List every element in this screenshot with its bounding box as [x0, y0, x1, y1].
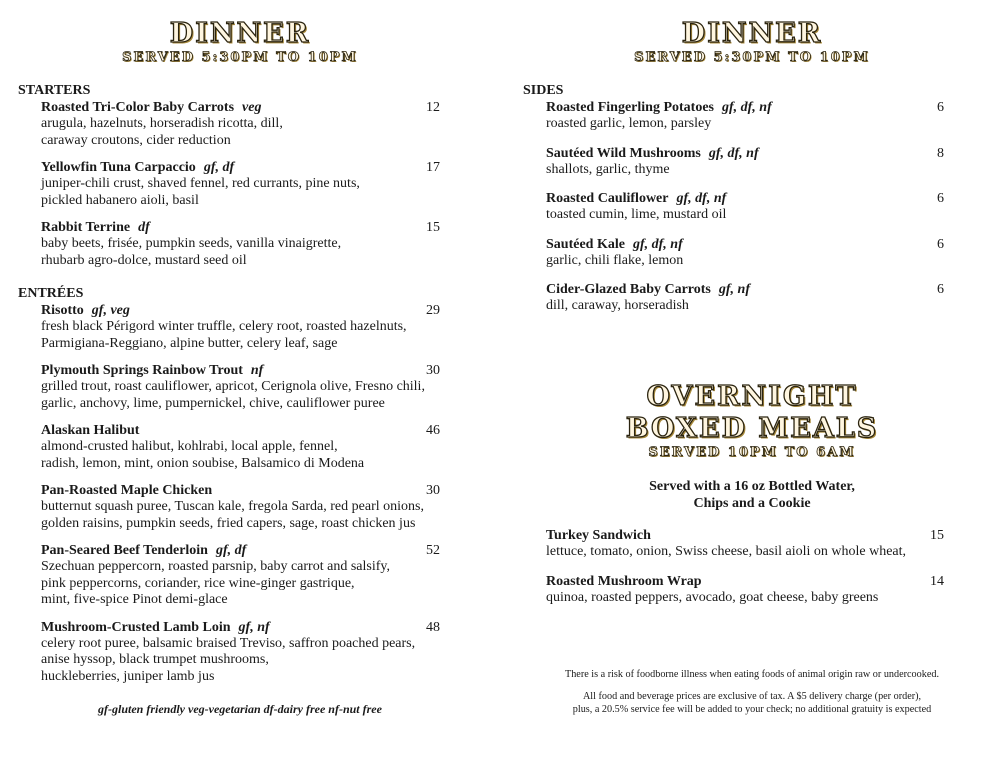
menu-item-dietary-tags: gf, df — [215, 543, 247, 558]
menu-item-header — [546, 99, 944, 116]
menu-item-title — [41, 619, 270, 636]
menu-item — [41, 219, 440, 269]
menu-item — [546, 145, 944, 179]
menu-item-name: Roasted Cauliflower — [546, 191, 669, 206]
overnight-served-note: Served with a 16 oz Bottled Water, Chips and a Cookie — [649, 479, 855, 511]
menu-item-price: 46 — [426, 423, 440, 438]
menu-item — [546, 99, 944, 133]
entrees-section — [18, 285, 440, 685]
menu-item-price: 29 — [426, 303, 440, 318]
menu-item-description: garlic, chili flake, lemon — [546, 252, 684, 268]
dinner-hours-right: SERVED 5:30PM TO 10PM — [634, 50, 870, 65]
menu-item — [546, 236, 944, 270]
overnight-title-line1: OVERNIGHT — [646, 381, 858, 412]
menu-item-title — [41, 482, 212, 499]
menu-item-description: Szechuan peppercorn, roasted parsnip, baby carrot and salsify, pink peppercorns, coriander, rice wine-ginger gastrique, mint, five-spice Pinot demi-glace — [41, 559, 390, 607]
menu-item-dietary-tags: gf, df, nf — [721, 100, 772, 115]
menu-item-dietary-tags: gf, nf — [718, 282, 750, 297]
menu-item-title — [41, 219, 150, 236]
menu-item-header — [41, 362, 440, 379]
menu-item-header — [41, 482, 440, 499]
overnight-hours: SERVED 10PM TO 6AM — [648, 445, 856, 460]
dinner-title-left: DINNER — [169, 18, 311, 49]
dinner-title-right: DINNER — [681, 18, 823, 49]
menu-item-price: 6 — [937, 100, 944, 115]
menu-item-name: Sautéed Wild Mushrooms — [546, 145, 701, 161]
dinner-hours-left: SERVED 5:30PM TO 10PM — [122, 50, 358, 65]
menu-item-title — [546, 145, 759, 162]
entrees-label: ENTRÉES — [18, 286, 84, 301]
menu-item-dietary-tags: veg — [242, 100, 262, 115]
menu-item-header — [41, 99, 440, 116]
menu-item-description: arugula, hazelnuts, horseradish ricotta, dill, caraway croutons, cider reduction — [41, 116, 283, 148]
menu-item-header — [546, 236, 944, 253]
starters-section — [18, 82, 440, 269]
menu-item — [41, 422, 440, 472]
menu-item — [546, 281, 944, 315]
menu-item-description: toasted cumin, lime, mustard oil — [546, 207, 727, 222]
menu-item-description: dill, caraway, horseradish — [546, 298, 689, 313]
menu-item-dietary-tags: gf, veg — [91, 303, 130, 318]
menu-item-price: 15 — [930, 528, 944, 543]
menu-item-price: 6 — [937, 236, 944, 252]
dietary-legend: gf-gluten friendly veg-vegetarian df-dairy free nf-nut free — [98, 702, 382, 716]
menu-item-price: 52 — [426, 543, 440, 558]
menu-item-header — [546, 190, 944, 207]
starters-label: STARTERS — [18, 83, 91, 98]
menu-item-header — [546, 573, 944, 590]
menu-item-title — [41, 302, 130, 319]
menu-item-title — [41, 99, 261, 116]
menu-item-dietary-tags: gf, df — [203, 160, 235, 175]
menu-item-description: roasted garlic, lemon, parsley — [546, 116, 712, 131]
menu-item-description: lettuce, tomato, onion, Swiss cheese, basil aioli on whole wheat, — [546, 544, 907, 559]
menu-item — [41, 99, 440, 149]
menu-item-name: Pan-Roasted Maple Chicken — [41, 483, 213, 498]
menu-item-price: 30 — [426, 483, 440, 498]
menu-item-name: Cider-Glazed Baby Carrots — [546, 282, 711, 297]
menu-item-header — [546, 281, 944, 298]
menu-item-description: juniper-chili crust, shaved fennel, red currants, pine nuts, pickled habanero aioli, basil — [41, 176, 360, 208]
menu-item-price: 17 — [426, 160, 440, 175]
menu-item-price: 6 — [937, 282, 944, 297]
menu-item-header — [41, 542, 440, 559]
menu-item-title — [41, 542, 246, 559]
overnight-title-line2: BOXED MEALS — [625, 413, 879, 444]
menu-item-price: 8 — [937, 145, 944, 161]
menu-item — [546, 573, 944, 607]
menu-item-name: Mushroom-Crusted Lamb Loin — [41, 619, 231, 635]
menu-item-name: Rabbit Terrine — [41, 220, 131, 235]
menu-item-header — [41, 219, 440, 236]
menu-item-title — [546, 190, 726, 207]
menu-item — [546, 190, 944, 224]
menu-item-header — [41, 422, 440, 439]
menu-item-dietary-tags: gf, df, nf — [708, 145, 759, 161]
menu-item-dietary-tags: gf, df, nf — [676, 191, 727, 206]
menu-item-name: Turkey Sandwich — [546, 528, 651, 543]
menu-item-description: shallots, garlic, thyme — [546, 161, 670, 177]
menu-item-description: grilled trout, roast cauliflower, apricot, Cerignola olive, Fresno chili, garlic, anchovy, lime, pumpernickel, chive, cauliflower puree — [41, 379, 425, 411]
menu-item-description: quinoa, roasted peppers, avocado, goat cheese, baby greens — [546, 589, 879, 605]
menu-item-price: 15 — [426, 220, 440, 235]
menu-item-price: 30 — [426, 363, 440, 378]
menu-item-description: butternut squash puree, Tuscan kale, fregola Sarda, red pearl onions, golden raisins, pumpkin seeds, fried capers, sage, roast chicken jus — [41, 499, 424, 531]
sides-label: SIDES — [523, 83, 564, 98]
menu-item-name: Plymouth Springs Rainbow Trout — [41, 363, 243, 378]
menu-item-title — [41, 362, 263, 379]
pricing-disclaimer: All food and beverage prices are exclusive of tax. A $5 delivery charge (per order), plus, a 20.5% service fee will be added to your check; no additional gratuity is expected — [572, 691, 932, 715]
menu-item — [41, 542, 440, 609]
overnight-section — [523, 527, 944, 606]
menu-item-name: Yellowfin Tuna Carpaccio — [41, 160, 196, 175]
menu-item-description: almond-crusted halibut, kohlrabi, local apple, fennel, radish, lemon, mint, onion soubise, Balsamico di Modena — [41, 439, 365, 471]
menu-item-title — [546, 99, 772, 116]
menu-item-title — [546, 573, 702, 590]
menu-item — [41, 619, 440, 686]
menu-item — [41, 362, 440, 412]
menu-item-dietary-tags: gf, nf — [238, 619, 270, 635]
menu-item-title — [546, 281, 750, 298]
menu-item-price: 14 — [930, 573, 944, 589]
menu-item-header — [41, 619, 440, 636]
menu-item — [41, 302, 440, 352]
menu-item-header — [41, 159, 440, 176]
menu-item-name: Roasted Tri-Color Baby Carrots — [41, 100, 235, 115]
menu-item-dietary-tags: nf — [250, 363, 264, 378]
menu-item-price: 12 — [426, 100, 440, 115]
menu-item-dietary-tags: df — [138, 220, 150, 235]
menu-item — [41, 159, 440, 209]
menu-item — [41, 482, 440, 532]
menu-item-title — [546, 527, 651, 544]
menu-item-name: Pan-Seared Beef Tenderloin — [41, 543, 208, 558]
menu-item-name: Roasted Fingerling Potatoes — [546, 100, 714, 115]
menu-item-header — [546, 527, 944, 544]
menu-item-title — [546, 236, 683, 253]
menu-item-name: Alaskan Halibut — [41, 423, 140, 438]
menu-item-description: fresh black Périgord winter truffle, celery root, roasted hazelnuts, Parmigiana-Reggiano, alpine butter, celery leaf, sage — [41, 319, 407, 351]
menu-item-header — [546, 145, 944, 162]
menu-item-name: Risotto — [41, 303, 84, 318]
menu-item-description: baby beets, frisée, pumpkin seeds, vanilla vinaigrette, rhubarb agro-dolce, mustard seed oil — [41, 236, 342, 268]
sides-section — [523, 82, 944, 315]
menu-item-name: Sautéed Kale — [546, 236, 625, 252]
menu-item-name: Roasted Mushroom Wrap — [546, 573, 702, 589]
menu-item-title — [41, 159, 234, 176]
menu-item-title — [41, 422, 139, 439]
menu-item — [546, 527, 944, 561]
menu-item-price: 6 — [937, 191, 944, 206]
menu-item-description: celery root puree, balsamic braised Treviso, saffron poached pears, anise hyssop, black trumpet mushrooms, huckleberries, juniper lamb jus — [41, 635, 416, 684]
menu-item-header — [41, 302, 440, 319]
menu-item-dietary-tags: gf, df, nf — [632, 236, 683, 252]
foodborne-disclaimer: There is a risk of foodborne illness when eating foods of animal origin raw or undercooked. — [564, 669, 939, 680]
menu-item-price: 48 — [426, 619, 440, 635]
